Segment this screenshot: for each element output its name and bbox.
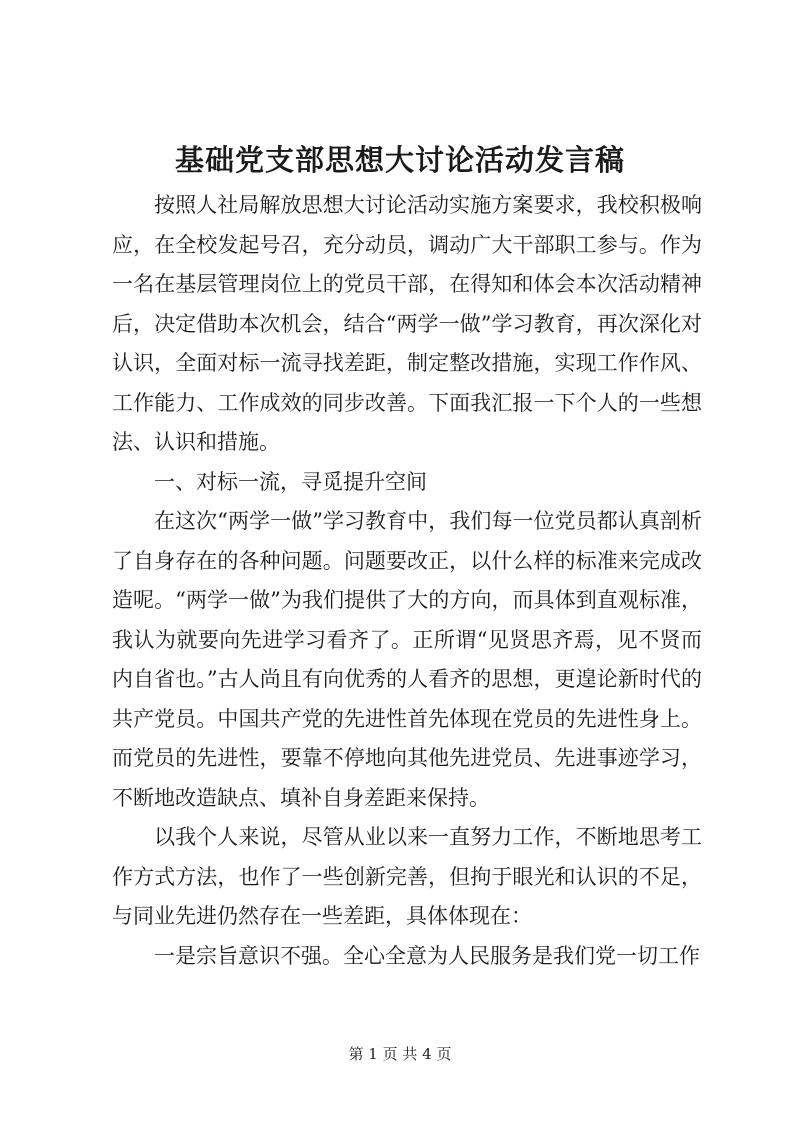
paragraph-point-one: 一是宗旨意识不强。全心全意为人民服务是我们党一切工作: [154, 943, 700, 968]
paragraph-personal: 以我个人来说，尽管从业以来一直努力工作，不断地思考工作方式方法，也作了一些创新完善，但拘于眼光和认识的不足，与同业先进仍然存在一些差距，具体体现在：: [112, 825, 702, 928]
document-body: [112, 186, 702, 976]
page-footer: 第 1 页 共 4 页: [348, 1045, 452, 1063]
paragraph-intro: 按照人社局解放思想大讨论活动实施方案要求，我校积极响应，在全校发起号召，充分动员，调动广大干部职工参与。作为一名在基层管理岗位上的党员干部，在得知和体会本次活动精神后，决定借助本次机会，结合“两学一做”学习教育，再次深化对认识，全面对标一流寻找差距，制定整改措施，实现工作作风、工作能力、工作成效的同步改善。下面我汇报一下个人的一些想法、认识和措施。: [112, 193, 702, 454]
paragraph-two-learn: 在这次“两学一做”学习教育中，我们每一位党员都认真剖析了自身存在的各种问题。问题要改正，以什么样的标准来完成改造呢。“两学一做”为我们提供了大的方向，而具体到直观标准，我认为就要向先进学习看齐了。正所谓“见贤思齐焉，见不贤而内自省也。”古人尚且有向优秀的人看齐的思想，更遑论新时代的共产党员。中国共产党的先进性首先体现在党员的先进性身上。而党员的先进性，要靠不停地向其他先进党员、先进事迹学习，不断地改造缺点、填补自身差距来保持。: [112, 509, 702, 810]
section-heading: 一、对标一流，寻觅提升空间: [154, 469, 427, 494]
page-title: 基础党支部思想大讨论活动发言稿: [174, 143, 625, 177]
